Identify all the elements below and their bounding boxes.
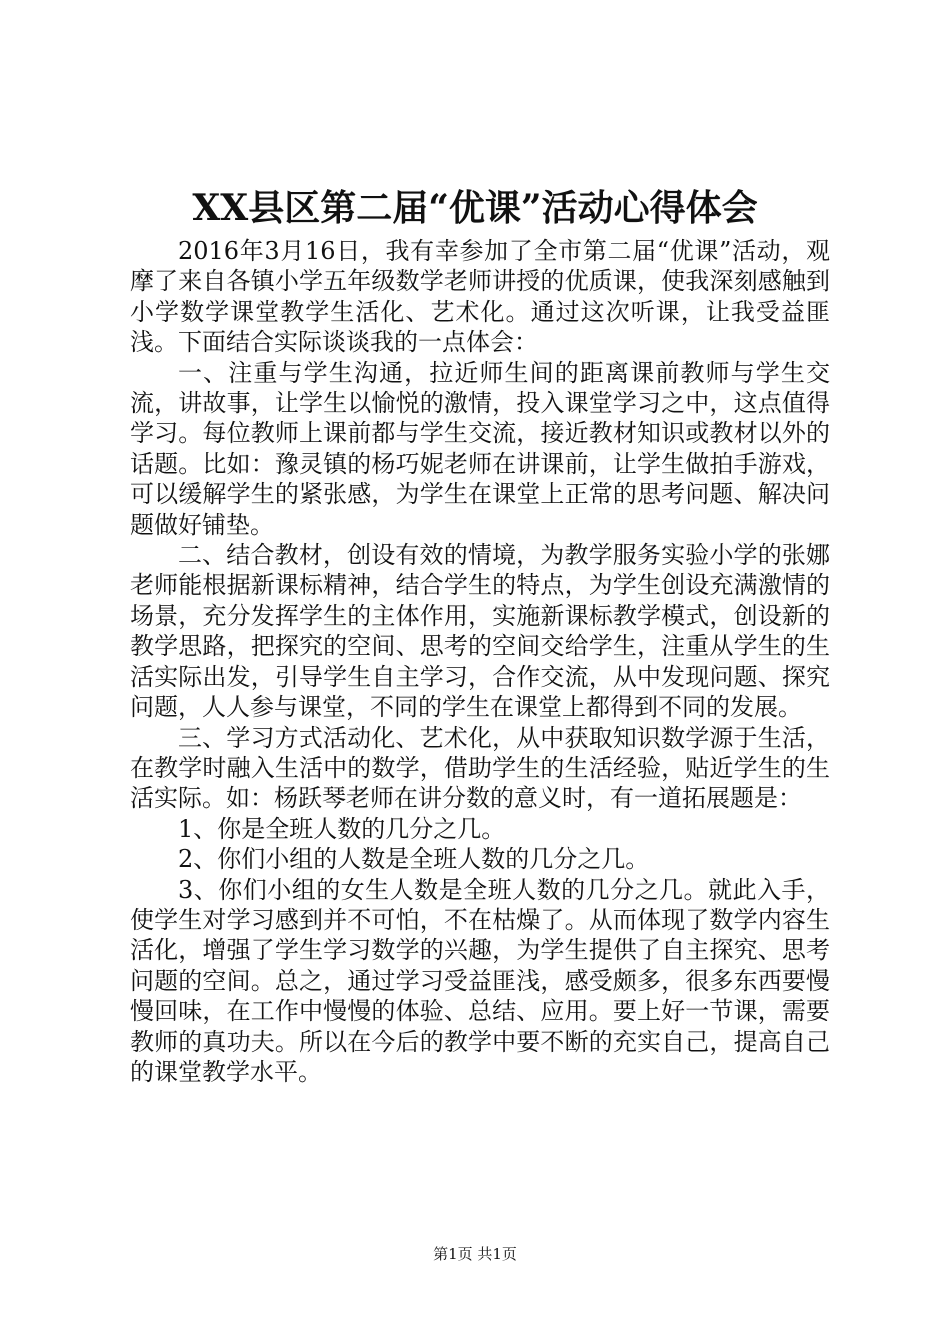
list-item: 1、你是全班人数的几分之几。 (178, 814, 506, 843)
list-item-conclusion: 3、你们小组的女生人数是全班人数的几分之几。就此入手，使学生对学习感到并不可怕，不在枯燥了。从而体现了数学内容生活化，增强了学生学习数学的兴趣，为学生提供了自主探究、思考问题的空间。总之，通过学习受益匪浅，感受颇多，很多东西要慢慢回味，在工作中慢慢的体验、总结、应用。要上好一节课，需要教师的真功夫。所以在今后的教学中要不断的充实自己，提高自己的课堂教学水平。 (130, 875, 830, 1086)
page-footer: 第1页 共1页 (433, 1245, 517, 1263)
section-three-paragraph: 三、学习方式活动化、艺术化，从中获取知识数学源于生活，在教学时融入生活中的数学，借助学生的生活经验，贴近学生的生活实际。如：杨跃琴老师在讲分数的意义时，有一道拓展题是： (130, 723, 830, 813)
document-body (130, 236, 830, 1087)
intro-paragraph: 2016年3月16日，我有幸参加了全市第二届“优课”活动，观摩了来自各镇小学五年级数学老师讲授的优质课，使我深刻感触到小学数学课堂教学生活化、艺术化。通过这次听课，让我受益匪浅。下面结合实际谈谈我的一点体会： (130, 237, 830, 357)
document-title: XX县区第二届“优课”活动心得体会 (192, 187, 758, 229)
list-item: 2、你们小组的人数是全班人数的几分之几。 (178, 845, 650, 874)
section-two-paragraph: 二、结合教材，创设有效的情境，为教学服务实验小学的张娜老师能根据新课标精神，结合学生的特点，为学生创设充满激情的场景，充分发挥学生的主体作用，实施新课标教学模式，创设新的教学思路，把探究的空间、思考的空间交给学生，注重从学生的生活实际出发，引导学生自主学习，合作交流，从中发现问题、探究问题，人人参与课堂，不同的学生在课堂上都得到不同的发展。 (130, 541, 830, 722)
section-one-paragraph: 一、注重与学生沟通，拉近师生间的距离课前教师与学生交流，讲故事，让学生以愉悦的激情，投入课堂学习之中，这点值得学习。每位教师上课前都与学生交流，接近教材知识或教材以外的话题。比如：豫灵镇的杨巧妮老师在讲课前，让学生做拍手游戏，可以缓解学生的紧张感，为学生在课堂上正常的思考问题、解决问题做好铺垫。 (130, 358, 830, 539)
